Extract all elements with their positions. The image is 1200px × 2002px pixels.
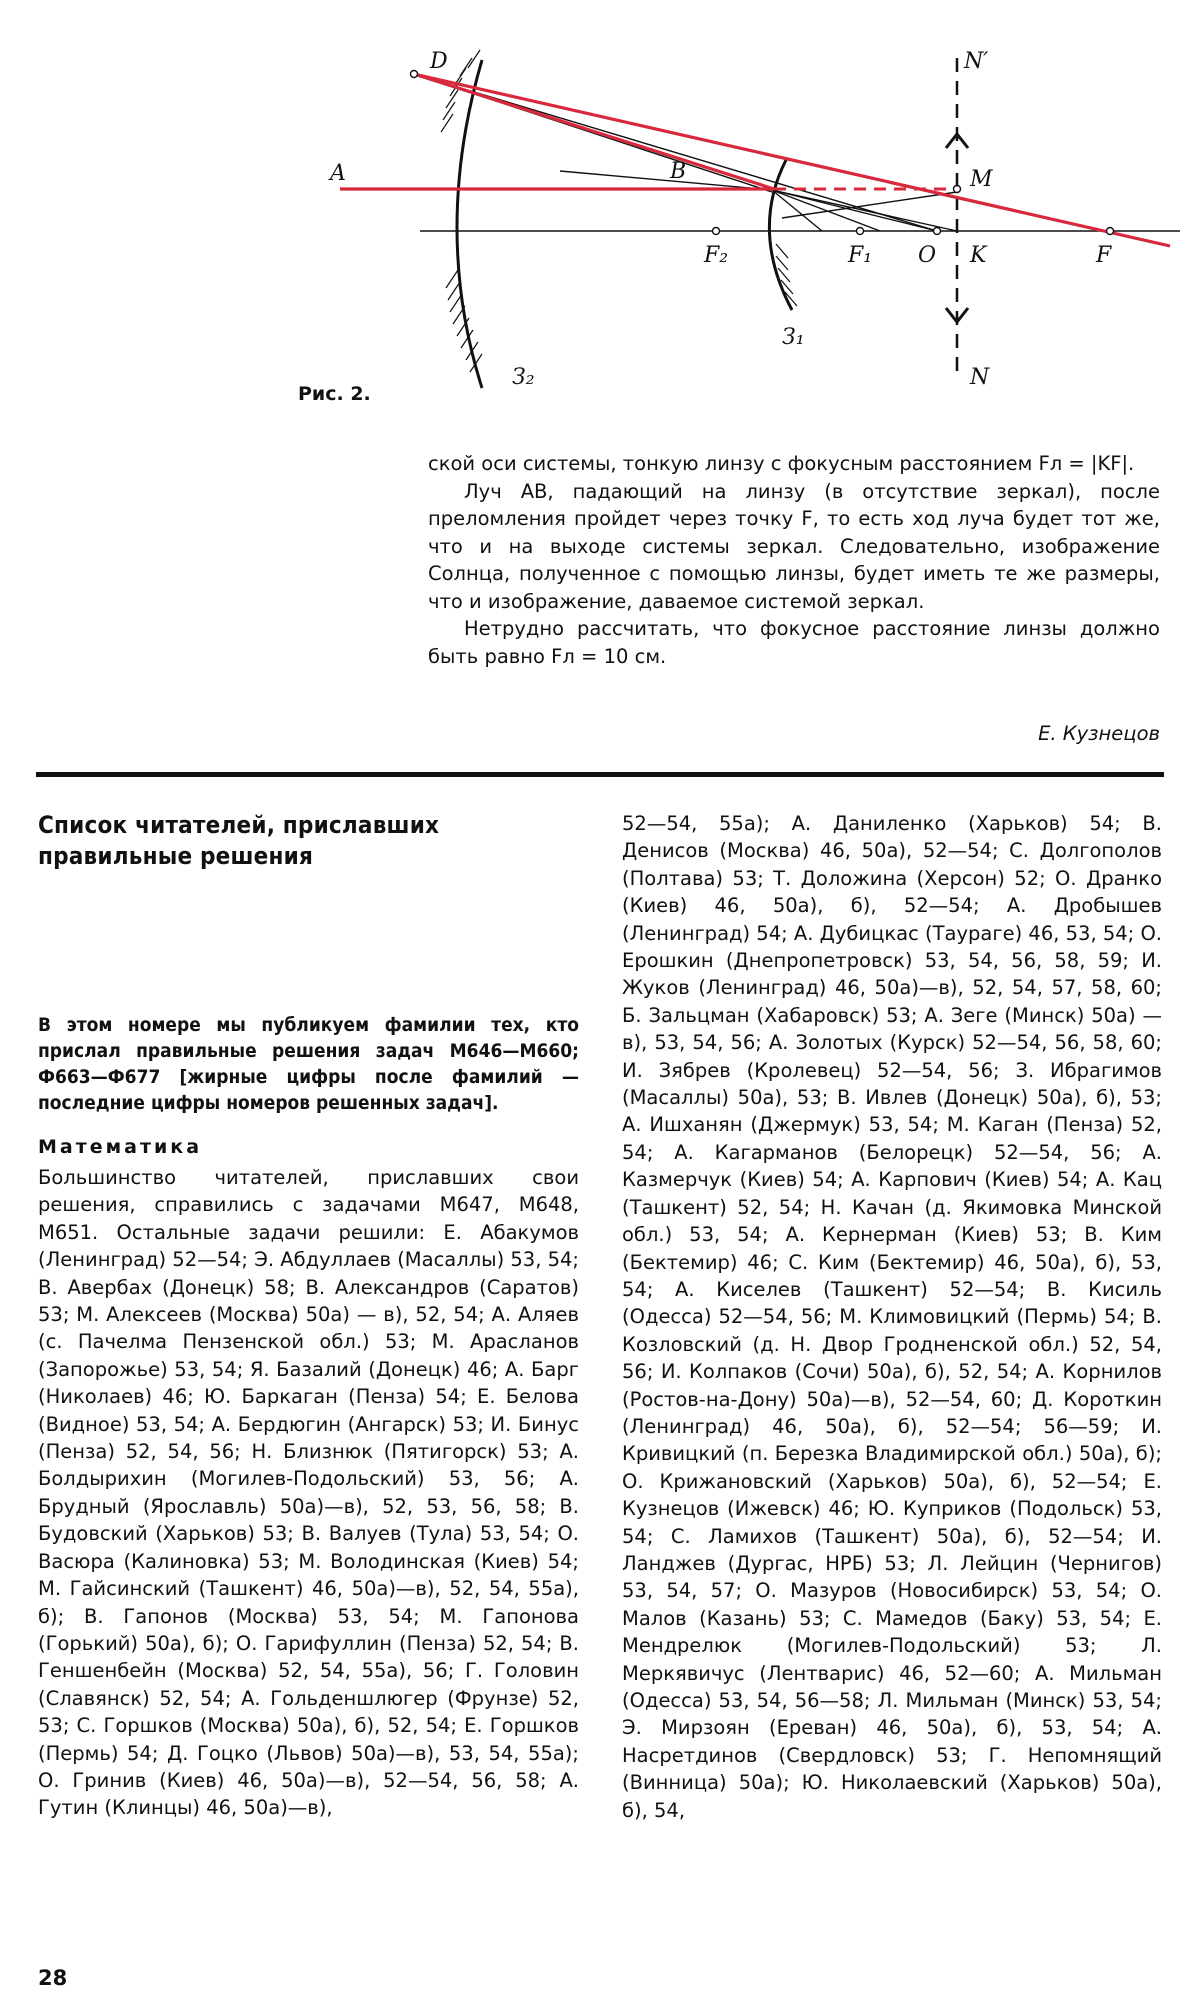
readers-list-right: 52—54, 55а); А. Даниленко (Харьков) 54; В. Денисов (Москва) 46, 50а), 52—54; С. Долгополов (Полтава) 53; Т. Доложина (Херсон) 52; О. Дранко (Киев) 46, 50а), б), 52—54; А. Дробышев (Ленинград) 54; А. Дубицкас (Таураге) 46, 53, 54; О. Ерошкин (Днепропетровск) 53, 54, 56, 58, 59; И. Жуков (Ленинград) 46, 50а)—в), 52, 54, 57, 58, 60; Б. Зальцман (Хабаровск) 53; А. Зеге (Минск) 50а) — в), 53, 54, 56; А. Золотых (Курск) 52—54, 56, 58, 60; И. Зябрев (Кролевец) 52—54, 56; З. Ибрагимов (Масаллы) 50а), 53; В. Ивлев (Донецк) 50а), б), 53; А. Ишханян (Джермук) 53, 54; М. Каган (Пенза) 52, 54; А. Кагарманов (Белорецк) 52—54, 56; А. Казмерчук (Киев) 54; А. Карпович (Киев) 54; А. Кац (Ташкент) 52, 54; Н. Качан (д. Якимовка Минской обл.) 53, 54; А. Кернерман (Киев) 53; В. Ким (Бектемир) 46; С. Ким (Бектемир) 46, 50а), б), 53, 54; А. Киселев (Ташкент) 52—54; В. Кисиль (Одесса) 52—54, 56; М. Климовицкий (Пермь) 54; В. Козловский (д. Н. Двор Гродненской обл.) 52, 54, 56; И. Колпаков (Сочи) 50а), б), 52, 54; А. Корнилов (Ростов-на-Дону) 50а)—в), 52—54, 60; Д. Короткин (Ленинград) 46, 50а), б), 52—54; 56—59; И. Кривицкий (п. Березка Владимирской обл.) 50а), б); О. Крижановский (Харьков) 50а), б), 52—54; Е. Кузнецов (Ижевск) 46; Ю. Куприков (Подольск) 53, 54; С. Ламихов (Ташкент) 50а), б), 52—54; И. Ланджев (Дургас, НРБ) 53; Л. Лейцин (Чернигов) 53, 54, 57; О. Мазуров (Новосибирск) 53, 54; О. Малов (Казань) 53; С. Мамедов (Баку) 53, 54; Е. Мендрелюк (Могилев-Подольский) 53; Л. Меркявичус (Лентварис) 46, 52—60; А. Мильман (Одесса) 53, 54, 56—58; Л. Мильман (Минск) 53, 54; Э. Мирзоян (Ереван) 46, 50а), б), 53, 54; А. Насретдинов (Свердловск) 53; Г. Непомнящий (Винница) 50а); Ю. Николаевский (Харьков) 50а), б), 54, [622, 812, 1162, 1822]
thin-rays [414, 74, 957, 231]
figure-caption: Рис. 2. [298, 383, 371, 405]
readers-list-left: Большинство читателей, приславших свои решения, справились с задачами М647, М648, М651. Остальные задачи решили: Е. Абакумов (Ленинград) 52—54; Э. Абдуллаев (Масаллы) 53, 54; В. Авербах (Донецк) 58; В. Александров (Саратов) 53; М. Алексеев (Москва) 50а) — в), 52, 54; А. Аляев (с. Пачелма Пензенской обл.) 53; М. Арасланов (Запорожье) 53, 54; Я. Базалий (Донецк) 46; А. Барг (Николаев) 46; Ю. Баркаган (Пенза) 54; Е. Белова (Видное) 53, 54; А. Бердюгин (Ангарск) 53; И. Бинус (Пенза) 52, 54, 56; Н. Близнюк (Пятигорск) 53; А. Болдырихин (Могилев-Подольский) 53, 56; А. Брудный (Ярославль) 50а)—в), 52, 53, 56, 58; В. Будовский (Харьков) 53; В. Валуев (Тула) 53, 54; О. Васюра (Калиновка) 53; М. Володинская (Киев) 54; М. Гайсинский (Ташкент) 46, 50а)—в), 52, 54, 55а), б); В. Гапонов (Москва) 53, 54; М. Гапонова (Горький) 50а), б); О. Гарифуллин (Пенза) 52, 54; В. Геншенбейн (Москва) 52, 54, 55а), 56; Г. Головин (Славянск) 52, 54; А. Гольденшлюгер (Фрунзе) 52, 53; С. Горшков (Москва) 50а), б), 52, 54; Е. Горшков (Пермь) 54; Д. Гоцко (Львов) 50а)—в), 53, 54, 55а); О. Гринив (Киев) 46, 50а)—в), 52—54, 56, 58; А. Гутин (Клинцы) 46, 50а)—в), [38, 1166, 579, 1820]
mirror-z1 [769, 160, 792, 310]
point-d [411, 71, 418, 78]
label-f2: F₂ [704, 243, 729, 268]
red-rays [340, 74, 1170, 246]
mirror-z2 [457, 60, 482, 388]
point-f1 [857, 228, 864, 235]
article-continuation [428, 450, 1160, 670]
label-f: F [1096, 243, 1112, 268]
label-m: M [970, 167, 993, 192]
point-f2 [713, 228, 720, 235]
section-title: Список читателей, приславших правильные решения [38, 811, 440, 870]
label-f1: F₁ [848, 243, 873, 268]
point-m [954, 186, 961, 193]
label-z1: З₁ [782, 325, 805, 350]
paragraph-3: Нетрудно рассчитать, что фокусное расстояние линзы должно быть равно Fл = 10 см. [428, 617, 1160, 668]
paragraph-1: ской оси системы, тонкую линзу с фокусным расстоянием Fл = |KF|. [428, 452, 1135, 475]
optics-diagram [330, 38, 1180, 398]
page-number: 28 [38, 1966, 68, 1990]
paragraph-2: Луч AB, падающий на линзу (в отсутствие зеркал), после преломления пройдет через точку F, то есть ход луча будет тот же, что и на выходе системы зеркал. Следовательно, изображение Солнца, полученное с помощью линзы, будет иметь те же размеры, что и изображение, даваемое системой зеркал. [428, 479, 1160, 613]
article-author: Е. Кузнецов [1038, 722, 1160, 745]
label-k: K [970, 243, 987, 268]
section-intro: В этом номере мы публикуем фамилии тех, кто прислал правильные решения задач М646—М660; Ф663—Ф677 [жирные цифры после фамилий — последние цифры номеров решенных задач]. [38, 1014, 579, 1114]
section-divider [36, 772, 1164, 777]
label-n: N [970, 365, 990, 390]
label-z2: З₂ [512, 365, 535, 390]
right-column [622, 810, 1162, 1824]
label-a: A [330, 161, 346, 186]
point-o [934, 228, 941, 235]
label-o: O [918, 243, 937, 268]
label-b: B [670, 159, 687, 184]
mirror-z2-hatching [441, 50, 482, 372]
point-f [1107, 228, 1114, 235]
left-column [38, 810, 579, 1822]
label-d: D [430, 49, 448, 74]
label-n-prime: N′ [964, 49, 989, 74]
subsection-heading: Математика [38, 1136, 203, 1158]
